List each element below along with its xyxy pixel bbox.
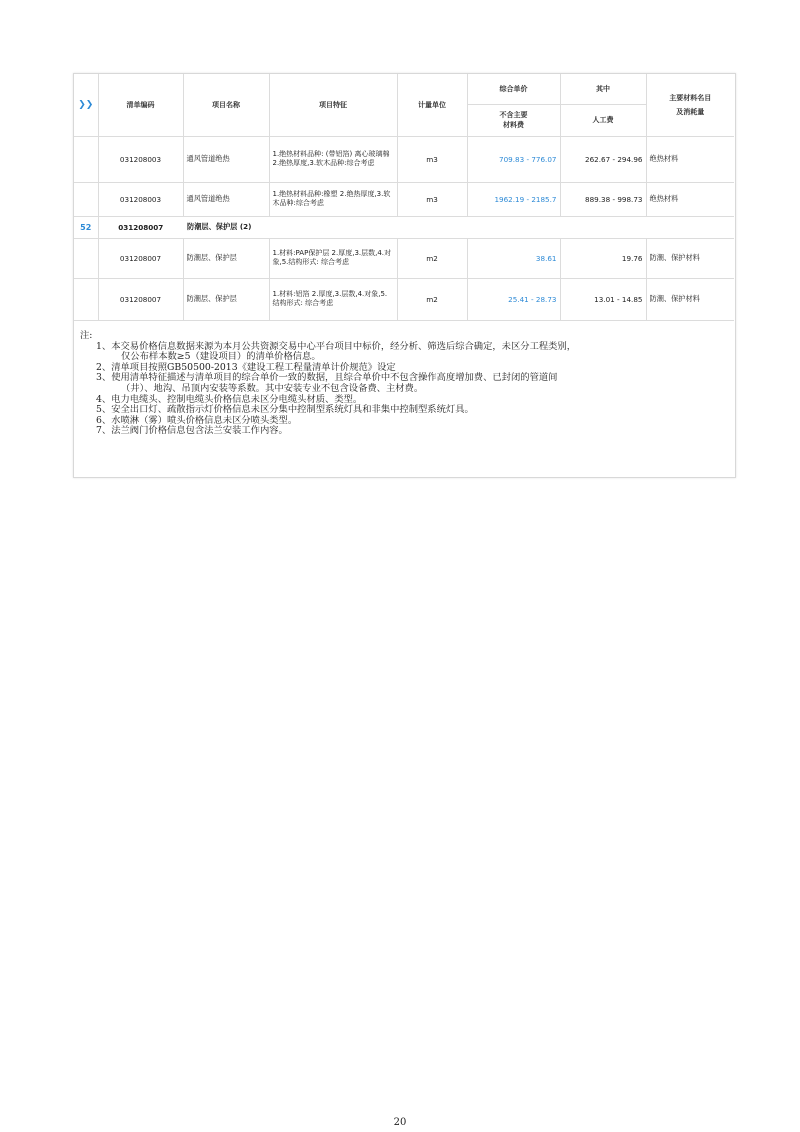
row-feature: 1.材料:铝箔 2.厚度,3.层数,4.对象,5.结构形式: 综合考虑	[269, 278, 397, 320]
table-row	[74, 278, 734, 320]
row-feature: 1.材料:PAP保护层 2.厚度,3.层数,4.对象,5.结构形式: 综合考虑	[269, 238, 397, 278]
row-unit: m3	[397, 136, 467, 182]
price-table	[74, 74, 734, 321]
double-chevron-down-icon[interactable]: ❯❯	[78, 99, 94, 110]
note-line: 4、电力电缆头、控制电缆头价格信息未区分电缆头材质、类型。	[96, 393, 363, 405]
table-row	[74, 182, 734, 216]
note-line: 1、本交易价格信息数据来源为本月公共资源交易中心平台项目中标价，经分析、筛选后综合确定，未区分工程类别，	[96, 340, 577, 352]
row-material: 绝热材料	[646, 136, 734, 182]
group-code: 031208007	[98, 216, 183, 238]
row-price: 1962.19 - 2185.7	[467, 182, 560, 216]
table-row	[74, 238, 734, 278]
row-labor: 889.38 - 998.73	[560, 182, 646, 216]
header-composite-price: 综合单价	[467, 74, 560, 104]
row-spacer	[74, 182, 98, 216]
row-name: 防潮层、保护层	[183, 238, 269, 278]
notes	[80, 331, 730, 437]
row-unit: m2	[397, 278, 467, 320]
header-of-which: 其中	[560, 74, 646, 104]
note-line: （井）、地沟、吊顶内安装等系数。其中安装专业不包含设备费、主材费。	[121, 382, 424, 394]
note-line: 3、使用清单特征描述与清单项目的综合单价一致的数据，且综合单价中不包含操作高度增加费、已封闭的管道间	[96, 372, 558, 384]
row-labor: 13.01 - 14.85	[560, 278, 646, 320]
row-spacer	[74, 136, 98, 182]
header-main-material	[646, 74, 734, 136]
header-unit: 计量单位	[397, 74, 467, 136]
row-name: 通风管道绝热	[183, 136, 269, 182]
row-unit: m3	[397, 182, 467, 216]
row-material: 防潮、保护材料	[646, 238, 734, 278]
header-feature: 项目特征	[269, 74, 397, 136]
row-code: 031208003	[98, 182, 183, 216]
header-row-1	[74, 74, 734, 104]
row-unit: m2	[397, 238, 467, 278]
header-main-material-label: 主要材料名目 及消耗量	[669, 93, 712, 116]
collapse-toggle[interactable]	[74, 74, 98, 136]
row-name: 防潮层、保护层	[183, 278, 269, 320]
header-name: 项目名称	[183, 74, 269, 136]
row-material: 防潮、保护材料	[646, 278, 734, 320]
row-labor: 19.76	[560, 238, 646, 278]
notes-list	[80, 342, 730, 437]
row-labor: 262.67 - 294.96	[560, 136, 646, 182]
header-excl-material	[467, 104, 560, 136]
row-feature: 1.绝热材料品种:橡塑 2.绝热厚度,3.软木品种:综合考虑	[269, 182, 397, 216]
notes-label: 注:	[80, 330, 93, 341]
page-number: 20	[393, 1117, 407, 1128]
row-feature: 1.绝热材料品种: (带铝箔) 离心玻璃棉 2.绝热厚度,3.软木品种:综合考虑	[269, 136, 397, 182]
group-index[interactable]: 52	[74, 216, 98, 238]
group-row	[74, 216, 734, 238]
row-price: 25.41 - 28.73	[467, 278, 560, 320]
note-line: 2、清单项目按照GB50500-2013《建设工程工程量清单计价规范》设定	[96, 361, 396, 373]
group-name: 防潮层、保护层 (2)	[183, 216, 734, 238]
note-line: 7、法兰阀门价格信息包含法兰安装工作内容。	[96, 425, 288, 437]
row-spacer	[74, 238, 98, 278]
header-labor: 人工费	[560, 104, 646, 136]
row-code: 031208007	[98, 278, 183, 320]
header-excl-material-label: 不含主要 材料费	[499, 111, 528, 129]
row-price: 38.61	[467, 238, 560, 278]
note-line: 仅公布样本数≥5（建设项目）的清单价格信息。	[121, 351, 321, 363]
row-code: 031208007	[98, 238, 183, 278]
note-line: 5、安全出口灯、疏散指示灯价格信息未区分集中控制型系统灯具和非集中控制型系统灯具。	[96, 404, 474, 416]
price-table-panel	[73, 73, 736, 478]
row-material: 绝热材料	[646, 182, 734, 216]
note-line: 6、水喷淋（雾）喷头价格信息未区分喷头类型。	[96, 414, 298, 426]
table-row	[74, 136, 734, 182]
row-price: 709.83 - 776.07	[467, 136, 560, 182]
header-code: 清单编码	[98, 74, 183, 136]
row-name: 通风管道绝热	[183, 182, 269, 216]
row-code: 031208003	[98, 136, 183, 182]
row-spacer	[74, 278, 98, 320]
